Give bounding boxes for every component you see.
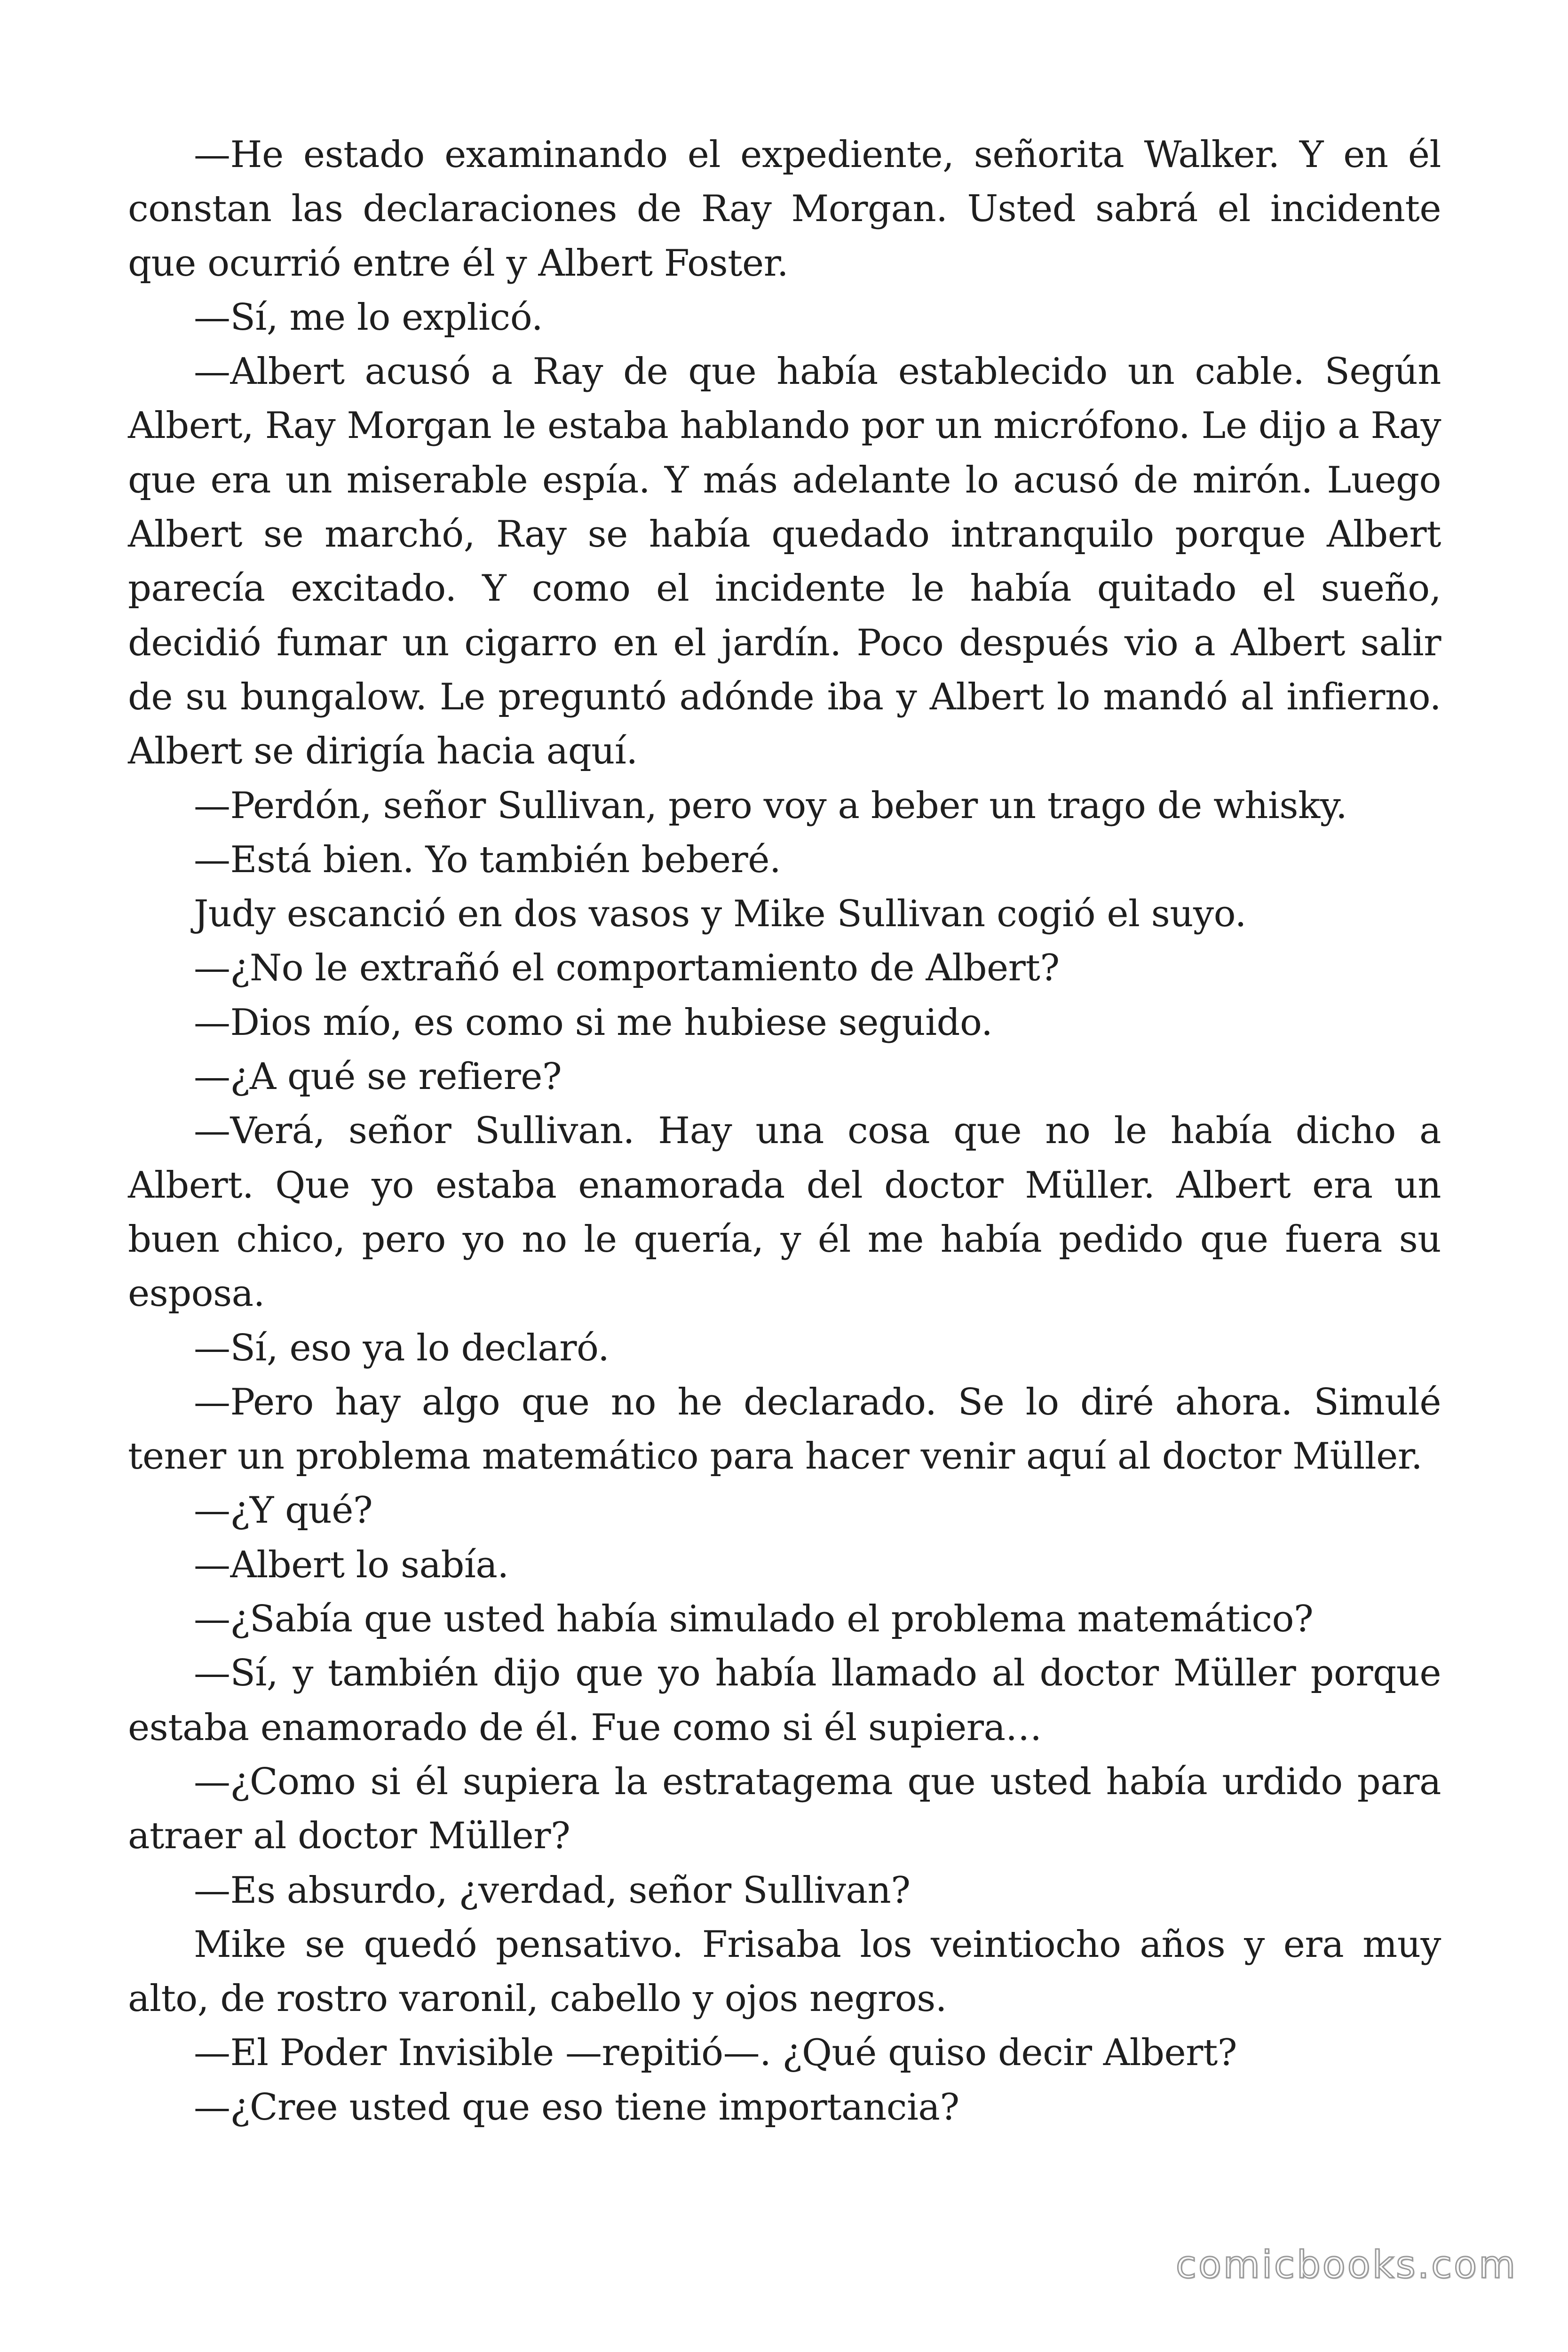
paragraph: —¿Sabía que usted había simulado el problema matemático? <box>194 1598 1314 1641</box>
paragraph: —Es absurdo, ¿verdad, señor Sullivan? <box>194 1869 911 1912</box>
paragraph: —Sí, eso ya lo declaró. <box>194 1327 610 1369</box>
paragraph: Mike se quedó pensativo. Frisaba los veintiocho años y era muy alto, de rostro varonil, cabello y ojos negros. <box>128 1923 1441 2020</box>
paragraph: —Albert lo sabía. <box>194 1543 509 1586</box>
body-text <box>128 128 1441 2135</box>
paragraph: —Está bien. Yo también beberé. <box>194 838 781 881</box>
paragraph: —Albert acusó a Ray de que había establecido un cable. Según Albert, Ray Morgan le estaba hablando por un micrófono. Le dijo a Ray que era un miserable espía. Y más adelante lo acusó de mirón. Luego Albert se marchó, Ray se había quedado intranquilo porque Albert parecía excitado. Y como el incidente le había quitado el sueño, decidió fumar un cigarro en el jardín. Poco después vio a Albert salir de su bungalow. Le preguntó adónde iba y Albert lo mandó al infierno. Albert se dirigía hacia aquí. <box>128 350 1441 773</box>
paragraph: —Sí, me lo explicó. <box>194 296 543 339</box>
paragraph: —Perdón, señor Sullivan, pero voy a beber un trago de whisky. <box>194 784 1347 827</box>
paragraph: —¿A qué se refiere? <box>194 1056 562 1098</box>
paragraph: —¿No le extrañó el comportamiento de Albert? <box>194 947 1060 990</box>
paragraph: —He estado examinando el expediente, señorita Walker. Y en él constan las declaraciones de Ray Morgan. Usted sabrá el incidente que ocurrió entre él y Albert Foster. <box>128 134 1441 285</box>
paragraph: —El Poder Invisible —repitió—. ¿Qué quiso decir Albert? <box>194 2032 1237 2074</box>
watermark-text: comicbooks.com <box>1175 2243 1517 2287</box>
paragraph: —Pero hay algo que no he declarado. Se lo diré ahora. Simulé tener un problema matemático para hacer venir aquí al doctor Müller. <box>128 1381 1441 1478</box>
paragraph: —Dios mío, es como si me hubiese seguido. <box>194 1001 993 1044</box>
paragraph: —¿Como si él supiera la estratagema que usted había urdido para atraer al doctor Müller? <box>128 1760 1441 1858</box>
paragraph: —¿Cree usted que eso tiene importancia? <box>194 2086 959 2129</box>
paragraph: —¿Y qué? <box>194 1489 373 1532</box>
paragraph: —Sí, y también dijo que yo había llamado al doctor Müller porque estaba enamorado de él. Fue como si él supiera… <box>128 1652 1441 1749</box>
paragraph: —Verá, señor Sullivan. Hay una cosa que no le había dicho a Albert. Que yo estaba enamorada del doctor Müller. Albert era un buen chico, pero yo no le quería, y él me había pedido que fuera su esposa. <box>128 1110 1441 1315</box>
paragraph: Judy escanció en dos vasos y Mike Sullivan cogió el suyo. <box>194 893 1246 936</box>
